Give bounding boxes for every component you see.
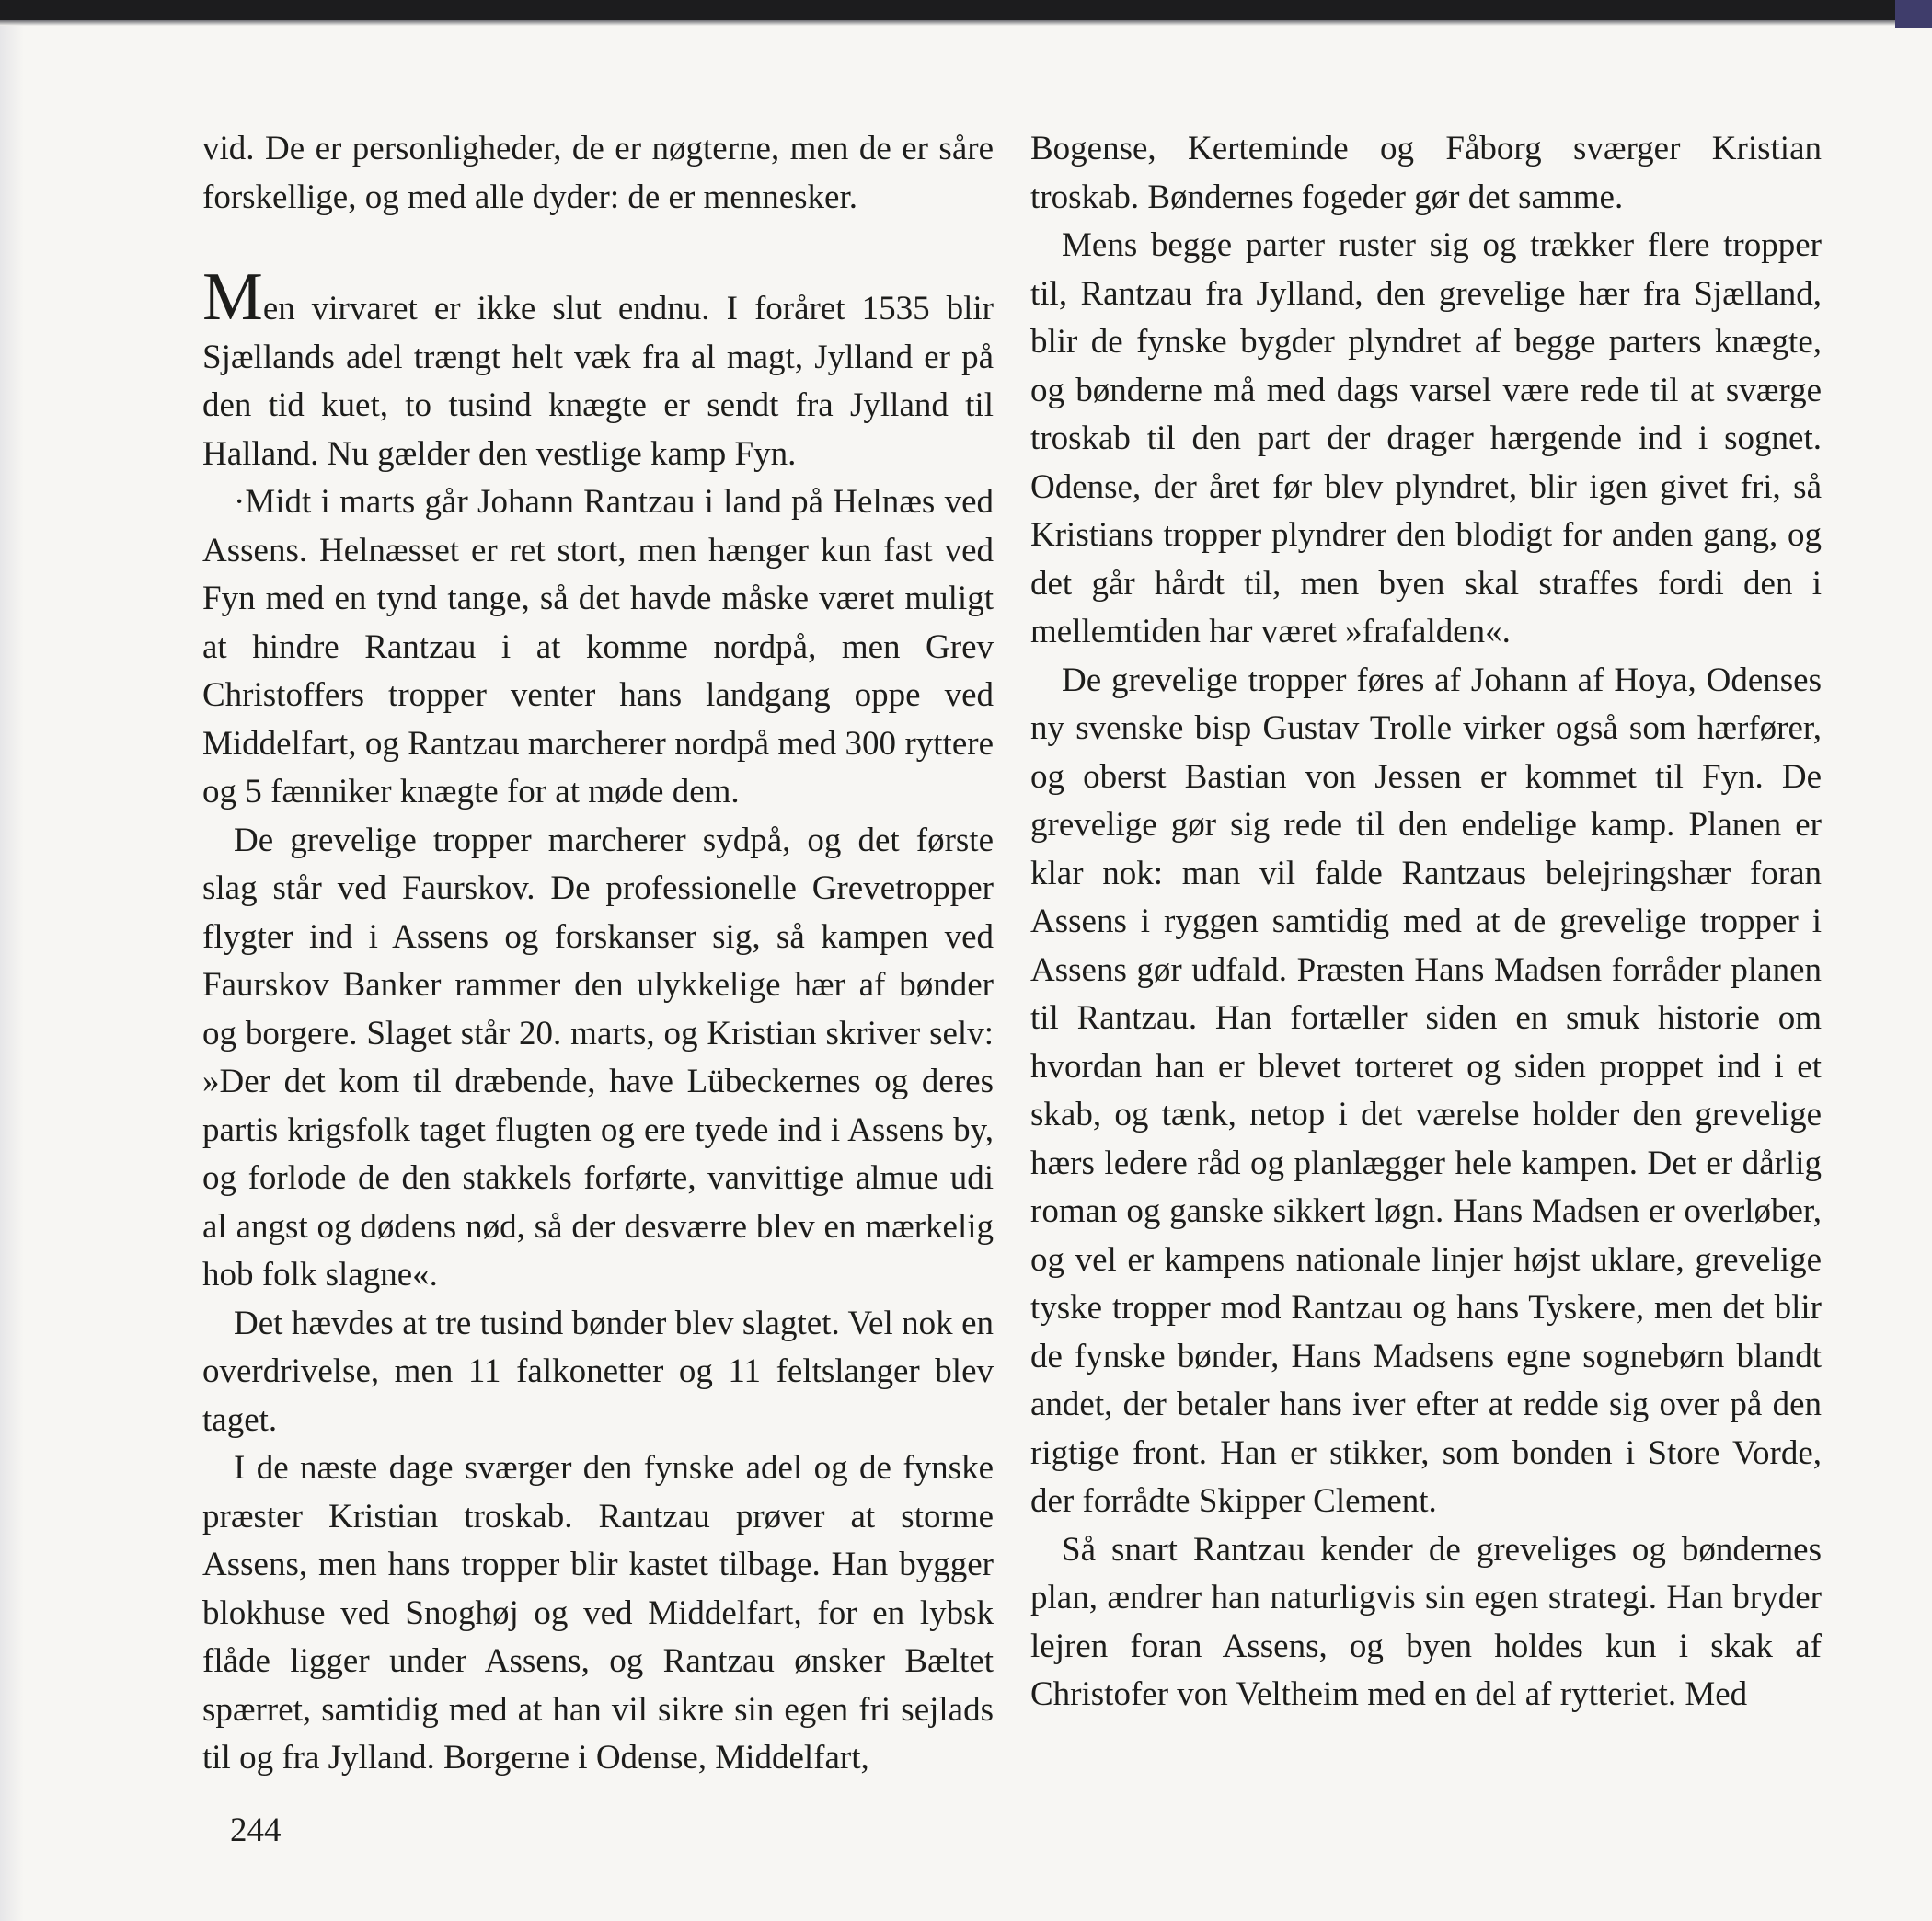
paragraph-text: De grevelige tropper marcherer sydpå, og det første slag står ved Faurskov. De professionelle Grevetropper flygter ind i Assens og forskanser sig, så kampen ved Faurskov Banker rammer den ulykkelige hær af bønder og borgere. Slaget står 20. marts, og Kristian skriver selv: »Der det kom til dræbende, have Lübeckernes og deres partis krigsfolk taget flugten og ere tyede ind i Assens by, og forlode de den stakkels forførte, vanvittige almue udi al angst og dødens nød, så der desværre blev en mærkelig hob folk slagne«.: [202, 821, 994, 1294]
page-top-edge: [0, 0, 1932, 20]
page-number: 244: [230, 1812, 282, 1849]
paragraph-text: en virvaret er ikke slut endnu. I foråret 1535 blir Sjællands adel trængt helt væk fra al magt, Jylland er på den tid kuet, to tusind knægte er sendt fra Jylland til Halland. Nu gælder den vestlige kamp Fyn.: [202, 290, 994, 473]
paragraph: [1030, 125, 1822, 222]
paragraph-text: ·Midt i marts går Johann Rantzau i land på Helnæs ved Assens. Helnæsset er ret stort, men hænger kun fast ved Fyn med en tynd tange, så det havde måske været muligt at hindre Rantzau i at komme nordpå, men Grev Christoffers tropper venter hans landgang oppe ved Middelfart, og Rantzau marcherer nordpå med 300 ryttere og 5 fænniker knægte for at møde dem.: [202, 483, 994, 811]
corner-mark: [1895, 0, 1932, 28]
drop-initial: M: [202, 259, 263, 335]
paragraph: [1030, 1526, 1822, 1720]
page-gutter-shadow: [0, 26, 24, 1921]
paragraph-text: De grevelige tropper føres af Johann af Hoya, Odenses ny svenske bisp Gustav Trolle virker også som hærfører, og oberst Bastian von Jessen er kommet til Fyn. De grevelige gør sig rede til den endelige kamp. Planen er klar nok: man vil falde Rantzaus belejringshær foran Assens i ryggen samtidig med at de grevelige tropper i Assens gør udfald. Præsten Hans Madsen forråder planen til Rantzau. Han fortæller siden en smuk historie om hvordan han er blevet torteret og siden proppet ind i et skab, og tænk, netop i det værelse holder den grevelige hærs ledere råd og planlægger hele kampen. Det er dårlig roman og ganske sikkert løgn. Hans Madsen er overløber, og vel er kampens nationale linjer højst uklare, grevelige tyske tropper mod Rantzau og hans Tyskere, men det blir de fynske bønder, Hans Madsens egne sognebørn blandt andet, der betaler hans iver efter at redde sig over på den rigtige front. Han er stikker, som bonden i Store Vorde, der forrådte Skipper Clement.: [1030, 661, 1822, 1520]
page-top-shadow: [0, 20, 1932, 26]
paragraph: [202, 1444, 994, 1783]
paragraph: [1030, 222, 1822, 657]
paragraph-text: Det hævdes at tre tusind bønder blev slagtet. Vel nok en overdrivelse, men 11 falkonetter og 11 feltslanger blev taget.: [202, 1304, 994, 1439]
section-paragraph: [202, 259, 994, 478]
paragraph: [202, 478, 994, 817]
paragraph: [202, 817, 994, 1300]
paragraph-text: Så snart Rantzau kender de greveliges og bøndernes plan, ændrer han naturligvis sin egen strategi. Han bryder lejren foran Assens, og byen holdes kun i skak af Christofer von Veltheim med en del af rytteriet. Med: [1030, 1530, 1822, 1713]
paragraph: [202, 125, 994, 222]
right-text-column: [1030, 125, 1822, 1720]
paragraph: [1030, 657, 1822, 1526]
left-text-column: [202, 125, 994, 1783]
paragraph-text: Bogense, Kerteminde og Fåborg sværger Kristian troskab. Bøndernes fogeder gør det samme.: [1030, 130, 1822, 216]
paragraph-text: Mens begge parter ruster sig og trækker flere tropper til, Rantzau fra Jylland, den grevelige hær fra Sjælland, blir de fynske bygder plyndret af begge parters knægte, og bønderne må med dags varsel være rede til at sværge troskab til den part der drager hærgende ind i sognet. Odense, der året før blev plyndret, blir igen givet fri, så Kristians tropper plyndrer den blodigt for anden gang, og det går hårdt til, men byen skal straffes fordi den i mellemtiden har været »frafalden«.: [1030, 226, 1822, 650]
paragraph: [202, 1300, 994, 1445]
paragraph-text: I de næste dage sværger den fynske adel og de fynske præster Kristian troskab. Rantzau prøver at storme Assens, men hans tropper blir kastet tilbage. Han bygger blokhuse ved Snoghøj og ved Middelfart, for en lybsk flåde ligger under Assens, og Rantzau ønsker Bæltet spærret, samtidig med at han vil sikre sin egen fri sejlads til og fra Jylland. Borgerne i Odense, Middelfart,: [202, 1449, 994, 1777]
paragraph-text: vid. De er personligheder, de er nøgterne, men de er såre forskellige, og med alle dyder: de er mennesker.: [202, 130, 994, 216]
